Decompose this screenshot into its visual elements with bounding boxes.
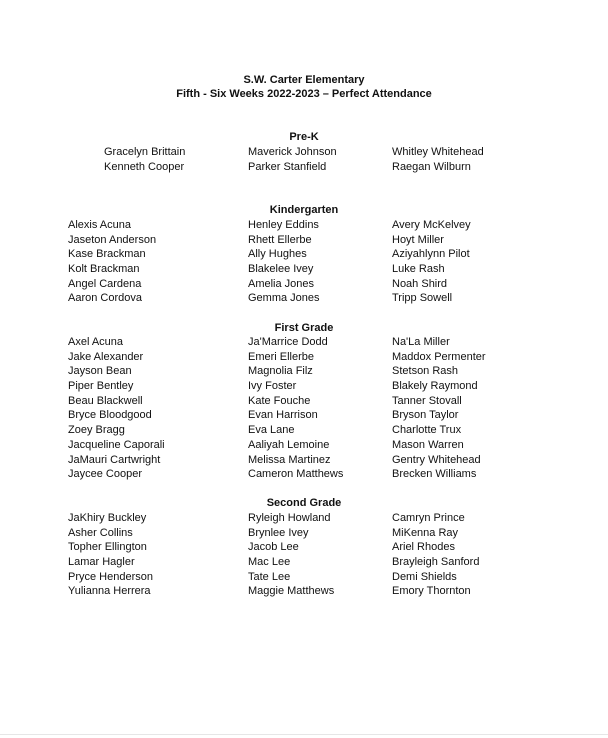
student-name: Bryson Taylor xyxy=(392,409,459,422)
first-grade-column-2 xyxy=(248,335,343,482)
student-name: Tate Lee xyxy=(248,570,291,583)
student-name: Kolt Brackman xyxy=(68,263,140,276)
student-name: Luke Rash xyxy=(392,263,445,276)
student-name: Mac Lee xyxy=(248,556,291,569)
student-name: Hoyt Miller xyxy=(392,233,444,246)
student-name: Magnolia Filz xyxy=(248,365,313,378)
student-name: Brayleigh Sanford xyxy=(392,556,480,569)
student-name: Eva Lane xyxy=(248,424,295,437)
student-name: Avery McKelvey xyxy=(392,219,471,231)
student-name: Aaliyah Lemoine xyxy=(248,438,330,451)
student-name: Blakelee Ivey xyxy=(248,263,314,276)
first-grade-column-1 xyxy=(68,335,165,482)
student-name: Camryn Prince xyxy=(392,512,465,524)
student-name: Jacob Lee xyxy=(248,541,299,554)
first-grade-column-3 xyxy=(392,335,486,482)
prek-column-2 xyxy=(248,145,337,174)
student-name: Noah Shird xyxy=(392,277,448,290)
student-name: Brynlee Ivey xyxy=(248,526,309,539)
student-name: Demi Shields xyxy=(392,570,457,583)
student-name: Parker Stanfield xyxy=(248,160,327,173)
student-name: Jacqueline Caporali xyxy=(68,438,165,451)
kindergarten-column-3 xyxy=(392,218,471,306)
student-name: Asher Collins xyxy=(68,526,133,539)
student-name: Ivy Foster xyxy=(248,380,297,393)
student-name: Angel Cardena xyxy=(68,277,142,290)
page-bottom-edge xyxy=(0,734,608,735)
prek-column-1 xyxy=(104,145,185,174)
student-name: JaMauri Cartwright xyxy=(68,453,161,466)
student-name: Maddox Permenter xyxy=(392,350,486,363)
section-heading-second-grade: Second Grade xyxy=(266,497,342,509)
student-name: Emory Thornton xyxy=(392,585,471,598)
student-name: Aaron Cordova xyxy=(68,292,142,305)
student-name: Jake Alexander xyxy=(68,350,144,363)
student-name: Melissa Martinez xyxy=(248,453,331,466)
student-name: Henley Eddins xyxy=(248,219,319,231)
student-name: Amelia Jones xyxy=(248,277,315,290)
student-name: Alexis Acuna xyxy=(68,219,131,231)
section-heading-kindergarten: Kindergarten xyxy=(269,204,339,216)
student-name: Cameron Matthews xyxy=(248,468,344,481)
student-name: Na'La Miller xyxy=(392,336,450,348)
second-grade-column-3 xyxy=(392,511,479,599)
document-subtitle: Fifth - Six Weeks 2022-2023 – Perfect Attendance xyxy=(176,88,432,100)
student-name: Aziyahlynn Pilot xyxy=(392,248,470,261)
student-name: Ja'Marrice Dodd xyxy=(248,336,328,348)
section-heading-prek: Pre-K xyxy=(289,131,319,143)
student-name: Axel Acuna xyxy=(68,336,124,348)
student-name: Pryce Henderson xyxy=(68,570,153,583)
student-name: Ariel Rhodes xyxy=(392,541,455,554)
prek-column-3 xyxy=(392,145,484,174)
student-name: Kase Brackman xyxy=(68,248,146,261)
student-name: JaKhiry Buckley xyxy=(68,512,147,524)
kindergarten-column-1 xyxy=(68,218,156,306)
section-heading-first-grade: First Grade xyxy=(274,322,334,334)
student-name: Evan Harrison xyxy=(248,409,318,422)
student-name: Whitley Whitehead xyxy=(392,146,484,158)
second-grade-column-2 xyxy=(248,511,334,599)
second-grade-column-1 xyxy=(68,511,153,599)
student-name: Gracelyn Brittain xyxy=(104,146,186,158)
student-name: Emeri Ellerbe xyxy=(248,350,315,363)
student-name: Raegan Wilburn xyxy=(392,160,471,173)
student-name: Kate Fouche xyxy=(248,394,311,407)
student-name: Stetson Rash xyxy=(392,365,459,378)
student-name: Rhett Ellerbe xyxy=(248,233,312,246)
student-name: Ryleigh Howland xyxy=(248,512,331,524)
student-name: Brecken Williams xyxy=(392,468,477,481)
student-name: Jayson Bean xyxy=(68,365,132,378)
student-name: Zoey Bragg xyxy=(68,424,125,437)
student-name: Gemma Jones xyxy=(248,292,320,305)
student-name: Jaycee Cooper xyxy=(68,468,142,481)
student-name: Tanner Stovall xyxy=(392,394,462,407)
kindergarten-column-2 xyxy=(248,218,320,306)
student-name: Topher Ellington xyxy=(68,541,147,554)
student-name: Bryce Bloodgood xyxy=(68,409,152,422)
student-name: Charlotte Trux xyxy=(392,424,462,437)
student-name: Jaseton Anderson xyxy=(68,233,157,246)
student-name: Ally Hughes xyxy=(248,248,307,261)
student-name: Beau Blackwell xyxy=(68,394,143,407)
student-name: Mason Warren xyxy=(392,438,464,451)
school-name: S.W. Carter Elementary xyxy=(243,74,365,86)
student-name: Lamar Hagler xyxy=(68,556,135,569)
student-name: Tripp Sowell xyxy=(392,292,453,305)
student-name: Maggie Matthews xyxy=(248,585,335,598)
student-name: Kenneth Cooper xyxy=(104,160,185,173)
student-name: Maverick Johnson xyxy=(248,146,337,158)
student-name: MiKenna Ray xyxy=(392,526,459,539)
student-name: Yulianna Herrera xyxy=(68,585,151,598)
student-name: Gentry Whitehead xyxy=(392,453,481,466)
student-name: Blakely Raymond xyxy=(392,380,478,393)
student-name: Piper Bentley xyxy=(68,380,134,393)
